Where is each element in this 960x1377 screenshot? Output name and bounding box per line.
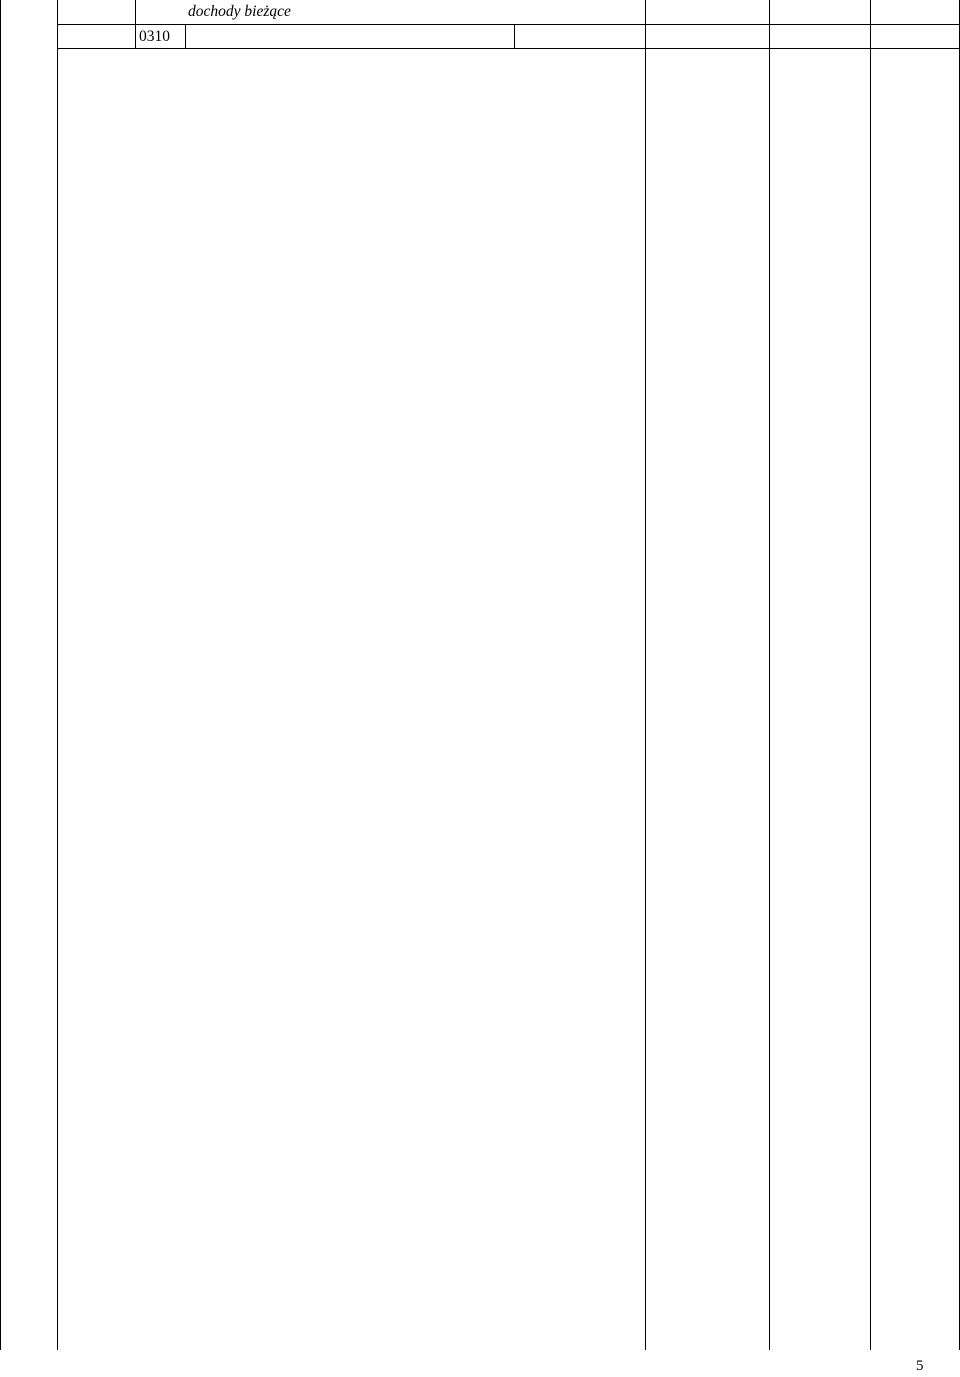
table-border-left <box>0 0 1 1350</box>
row-rule <box>58 24 960 25</box>
row-rule <box>58 48 960 49</box>
col-rule-name <box>514 24 515 48</box>
classification-code: 0310 <box>139 27 170 45</box>
col-rule-exec <box>769 0 770 1350</box>
col-rule-rozdzial <box>135 24 136 48</box>
col-rule-pct <box>870 0 871 1350</box>
col-rule-code <box>185 24 186 48</box>
col-rule-dzial <box>57 0 58 1350</box>
page-number: 5 <box>916 1358 924 1374</box>
col-rule-plan <box>645 0 646 1350</box>
section-label-dochody-biezace: dochody bieżące <box>188 3 291 20</box>
col-rule-rozdzial <box>135 0 136 24</box>
